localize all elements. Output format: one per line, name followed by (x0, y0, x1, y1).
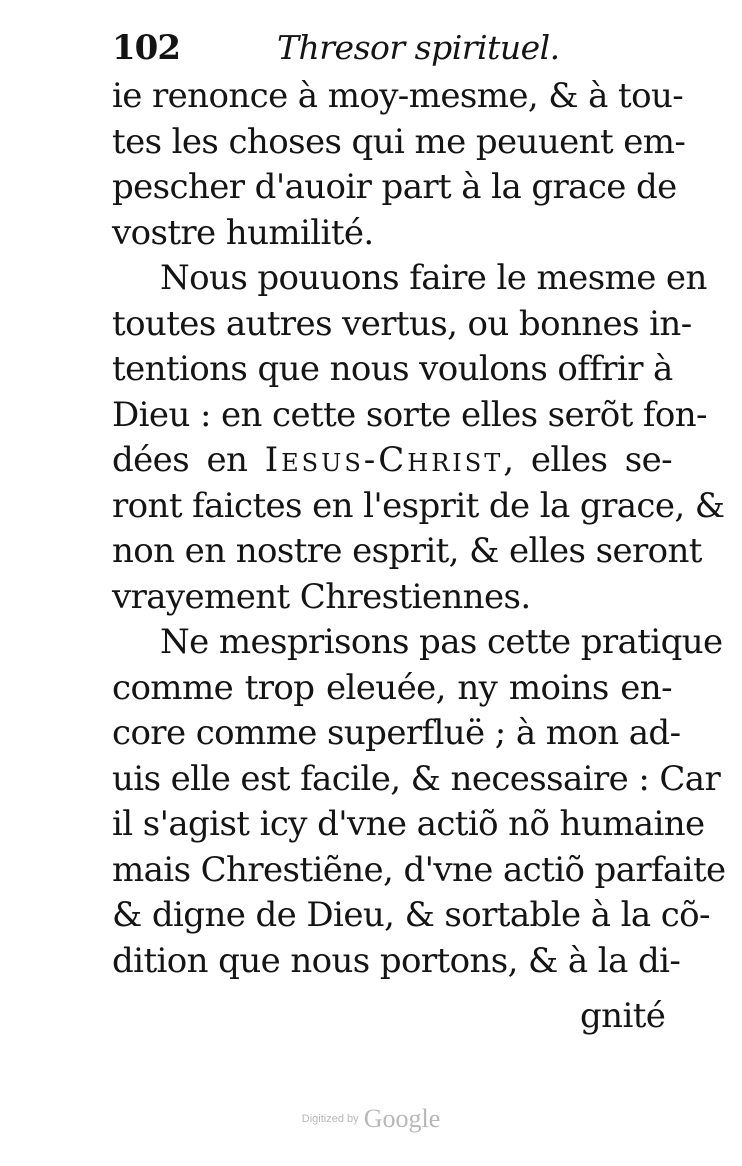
text-line: Nous pouuons faire le mesme en (160, 258, 707, 298)
text-line: pescher d'auoir part à la grace de (112, 167, 677, 207)
text-line: uis elle est facile, & necessaire : Car (112, 758, 721, 799)
page-header (112, 22, 672, 72)
catchword: gnité (580, 996, 666, 1036)
text-line: tentions que nous voulons offrir à (112, 349, 673, 389)
text-line: toutes autres vertus, ou bonnes in- (112, 303, 692, 344)
text-line: mais Chrestiẽne, d'vne actiõ parfaite (112, 849, 726, 890)
text-line: core comme superfluë ; à mon ad- (112, 713, 681, 753)
text-line: Dieu : en cette sorte elles serõt fon- (112, 394, 707, 435)
page-number: 102 (112, 28, 180, 68)
text-line: & digne de Dieu, & sortable à la cõ- (112, 895, 710, 935)
text-line: comme trop eleuée, ny moins en- (112, 667, 672, 708)
text-line: il s'agist icy d'vne actiõ nõ humaine (112, 804, 705, 844)
watermark-brand: Google (363, 1104, 441, 1133)
text-line: dition que nous portons, & à la di- (112, 940, 681, 981)
text-line: ront faictes en l'esprit de la grace, & (112, 485, 725, 526)
watermark-prefix: Digitized by (301, 1113, 359, 1125)
text-line: tes les choses qui me peuuent em- (112, 121, 686, 162)
text-fragment: dées en (112, 440, 265, 480)
running-title: Thresor spirituel. (277, 28, 560, 67)
text-line-with-name (112, 438, 672, 484)
text-line: non en nostre esprit, & elles seront (112, 531, 702, 571)
name-smallcaps: Iesus-Christ (264, 440, 504, 480)
body-text (112, 74, 726, 984)
digitization-watermark (0, 1104, 742, 1134)
text-line: vostre humilité. (112, 212, 374, 253)
text-line: ie renonce à moy-mesme, & à tou- (112, 76, 684, 116)
text-fragment: , elles se- (503, 440, 672, 480)
text-line: vrayement Chrestiennes. (112, 576, 531, 617)
text-line: Ne mesprisons pas cette pratique (160, 622, 723, 662)
